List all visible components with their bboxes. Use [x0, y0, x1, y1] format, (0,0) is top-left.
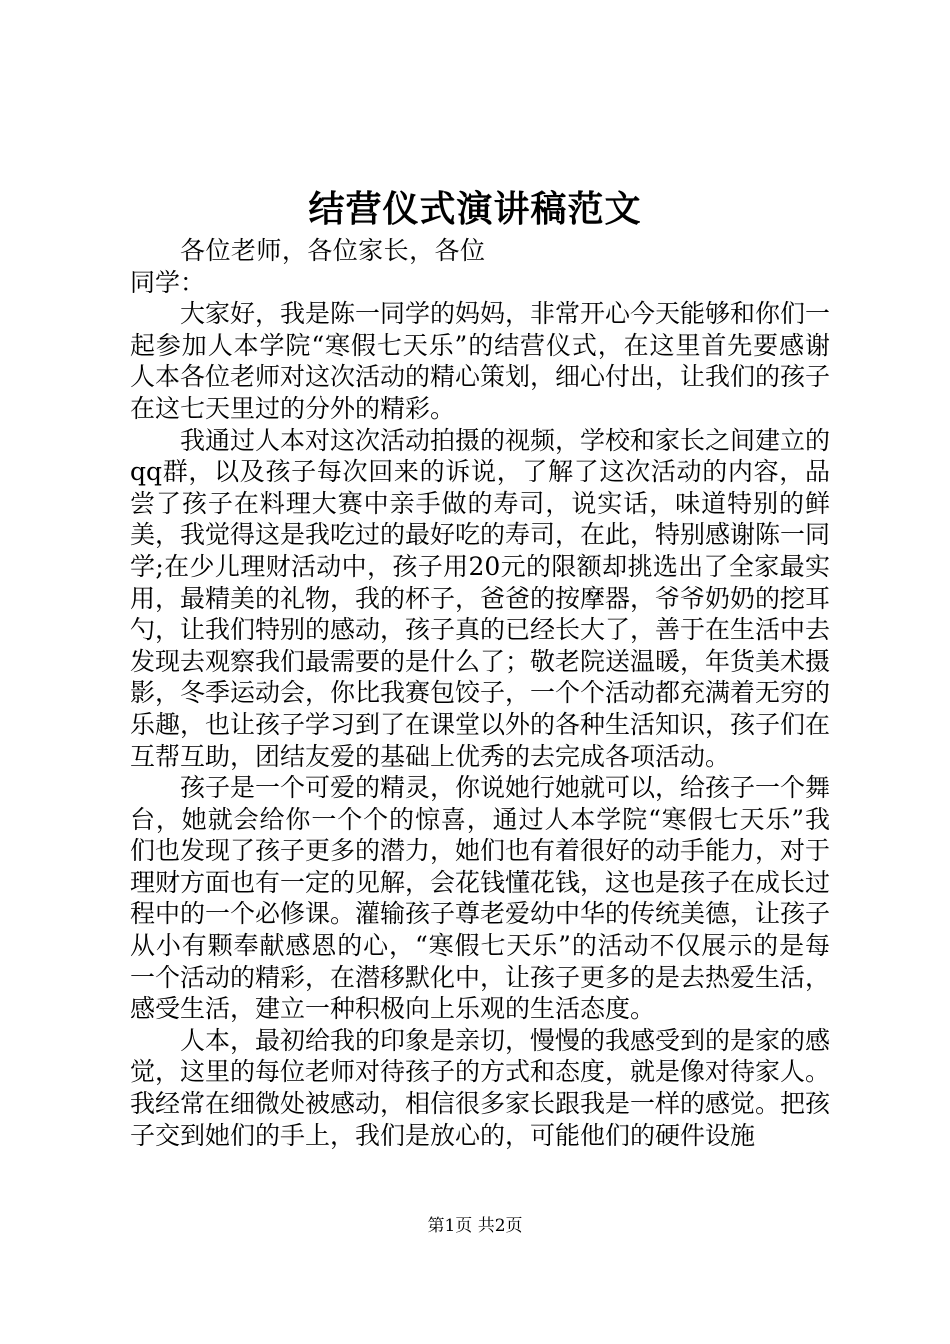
- document-body: [130, 235, 830, 1151]
- salutation: 各位老师，各位家长，各位同学：: [130, 236, 485, 297]
- paragraph-4: 人本，最初给我的印象是亲切，慢慢的我感受到的是家的感觉，这里的每位老师对待孩子的方式和态度，就是像对待家人。我经常在细微处被感动，相信很多家长跟我是一样的感觉。把孩子交到她们的手上，我们是放心的，可能他们的硬件设施: [130, 1025, 831, 1150]
- paragraph-3: 孩子是一个可爱的精灵，你说她行她就可以，给孩子一个舞台，她就会给你一个个的惊喜，通过人本学院“寒假七天乐”我们也发现了孩子更多的潜力，她们也有着很好的动手能力，对于理财方面也有一定的见解，会花钱懂花钱，这也是孩子在成长过程中的一个必修课。灌输孩子尊老爱幼中华的传统美德，让孩子从小有颗奉献感恩的心，“寒假七天乐”的活动不仅展示的是每一个活动的精彩，在潜移默化中，让孩子更多的是去热爱生活，感受生活，建立一种积极向上乐观的生活态度。: [130, 773, 831, 1024]
- paragraph-2: 我通过人本对这次活动拍摄的视频，学校和家长之间建立的qq群，以及孩子每次回来的诉说，了解了这次活动的内容，品尝了孩子在料理大赛中亲手做的寿司，说实话，味道特别的鲜美，我觉得这是我吃过的最好吃的寿司，在此，特别感谢陈一同学;在少儿理财活动中，孩子用20元的限额却挑选出了全家最实用，最精美的礼物，我的杯子，爸爸的按摩器，爷爷奶奶的挖耳勺，让我们特别的感动，孩子真的已经长大了，善于在生活中去发现去观察我们最需要的是什么了；敬老院送温暖，年货美术摄影，冬季运动会，你比我赛包饺子，一个个活动都充满着无穷的乐趣，也让孩子学习到了在课堂以外的各种生活知识，孩子们在互帮互助，团结友爱的基础上优秀的去完成各项活动。: [130, 425, 831, 771]
- paragraph-1: 大家好，我是陈一同学的妈妈，非常开心今天能够和你们一起参加人本学院“寒假七天乐”的结营仪式，在这里首先要感谢人本各位老师对这次活动的精心策划，细心付出，让我们的孩子在这七天里过的分外的精彩。: [130, 299, 831, 423]
- document-title: 结营仪式演讲稿范文: [308, 188, 642, 230]
- page-number: 第1页 共2页: [427, 1216, 523, 1236]
